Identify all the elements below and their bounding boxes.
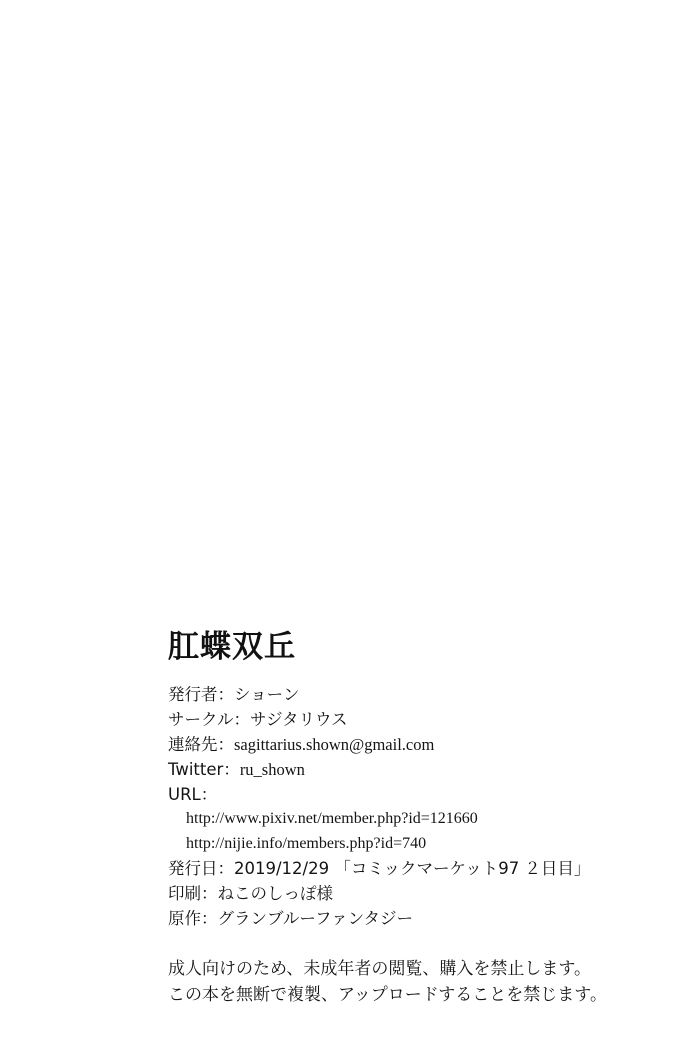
credit-printer-label: 印刷： bbox=[168, 884, 218, 904]
credit-twitter-value: ru_shown bbox=[239, 760, 305, 780]
credit-twitter-label: Twitter： bbox=[168, 760, 240, 780]
credit-original-work-label: 原作： bbox=[168, 909, 218, 929]
credit-release-date bbox=[168, 856, 658, 881]
credit-publisher-label: 発行者： bbox=[168, 685, 234, 705]
url-pixiv[interactable]: http://www.pixiv.net/member.php?id=121660 bbox=[186, 810, 478, 828]
credit-contact bbox=[168, 732, 658, 757]
legal-notice-line-1: 成人向けのため、未成年者の閲覧、購入を禁止します。 bbox=[168, 959, 591, 980]
credit-twitter bbox=[168, 757, 658, 782]
credit-contact-label: 連絡先： bbox=[168, 735, 234, 755]
colophon-block bbox=[168, 630, 658, 1008]
credit-original-work-value: グランブルーファンタジー bbox=[217, 909, 414, 929]
credits-list bbox=[168, 682, 658, 931]
credit-publisher-value: ショーン bbox=[234, 685, 300, 705]
credit-printer-value: ねこのしっぽ様 bbox=[217, 884, 333, 904]
credit-circle-value: サジタリウス bbox=[250, 710, 348, 730]
credit-circle-label: サークル： bbox=[168, 710, 251, 730]
legal-notice bbox=[168, 957, 658, 1008]
credit-circle bbox=[168, 707, 658, 732]
credit-publisher bbox=[168, 682, 658, 707]
url-label: URL： bbox=[168, 785, 218, 805]
credit-original-work bbox=[168, 906, 658, 931]
legal-notice-line-2: この本を無断で複製、アップロードすることを禁じます。 bbox=[168, 984, 607, 1005]
page-title: 肛蝶双丘 bbox=[168, 629, 296, 665]
credit-contact-value: sagittarius.shown@gmail.com bbox=[234, 735, 435, 755]
url-nijie[interactable]: http://nijie.info/members.php?id=740 bbox=[186, 834, 427, 852]
credit-printer bbox=[168, 881, 658, 906]
credit-release-date-value: 2019/12/29 「コミックマーケット97 ２日目」 bbox=[234, 859, 591, 879]
credit-release-date-label: 発行日： bbox=[168, 859, 234, 879]
